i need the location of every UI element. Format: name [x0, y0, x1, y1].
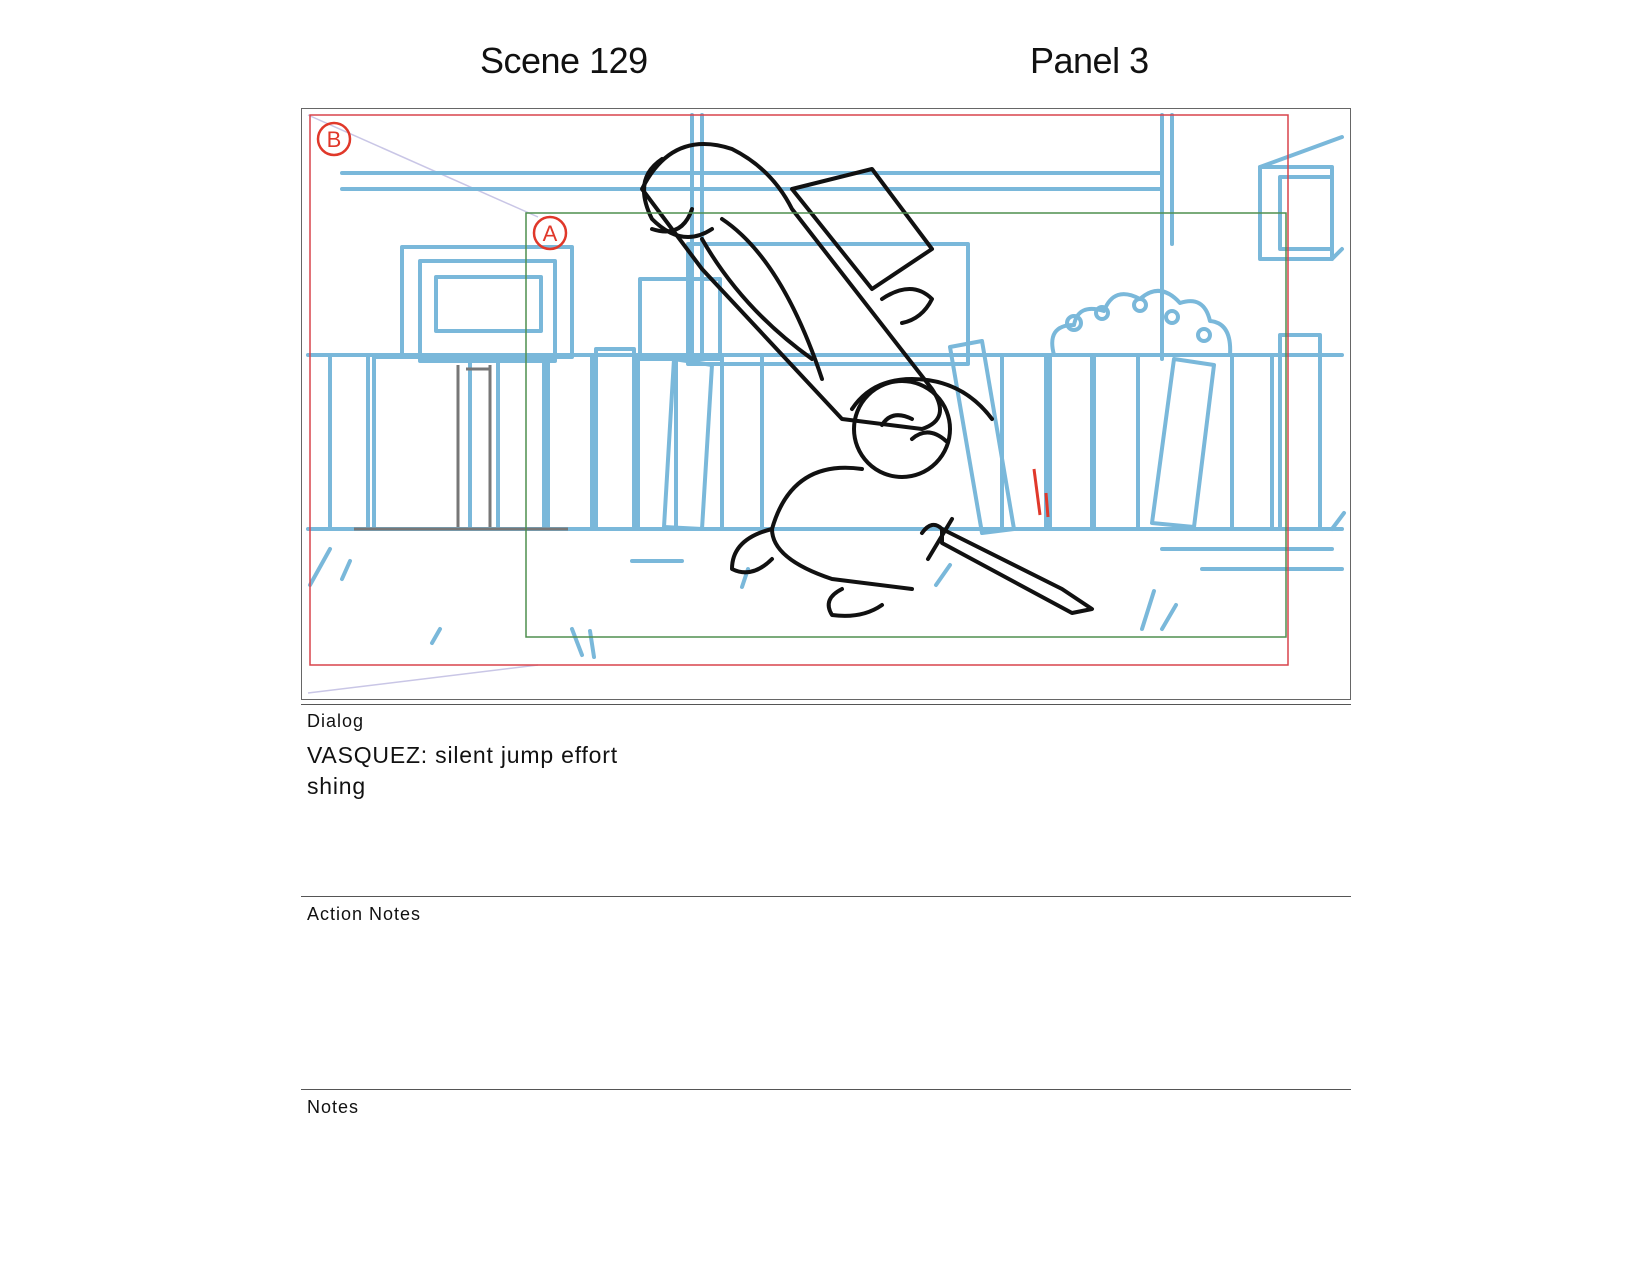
camera-move-guide-bottom [308, 665, 538, 693]
field-marker-a [534, 217, 566, 249]
panel-number: Panel 3 [1030, 40, 1149, 81]
dialog-divider [301, 704, 1351, 705]
field-marker-a-label: A [542, 221, 558, 246]
notes-label: Notes [307, 1097, 360, 1117]
dialog-label: Dialog [307, 711, 365, 731]
notes-divider [301, 1089, 1351, 1090]
action-notes-label: Action Notes [307, 904, 422, 924]
storyboard-panel-frame [301, 108, 1351, 700]
dialog-line-2: shing [307, 773, 366, 799]
action-notes-divider [301, 896, 1351, 897]
field-marker-b [318, 123, 350, 155]
camera-move-guide-top [308, 115, 538, 217]
field-marker-b-label: B [326, 127, 342, 152]
foreground-fence-trace [354, 365, 568, 529]
dialog-line-1: VASQUEZ: silent jump effort [307, 742, 618, 768]
storyboard-panel-drawing [302, 109, 1350, 699]
scene-number: Scene 129 [480, 40, 648, 81]
